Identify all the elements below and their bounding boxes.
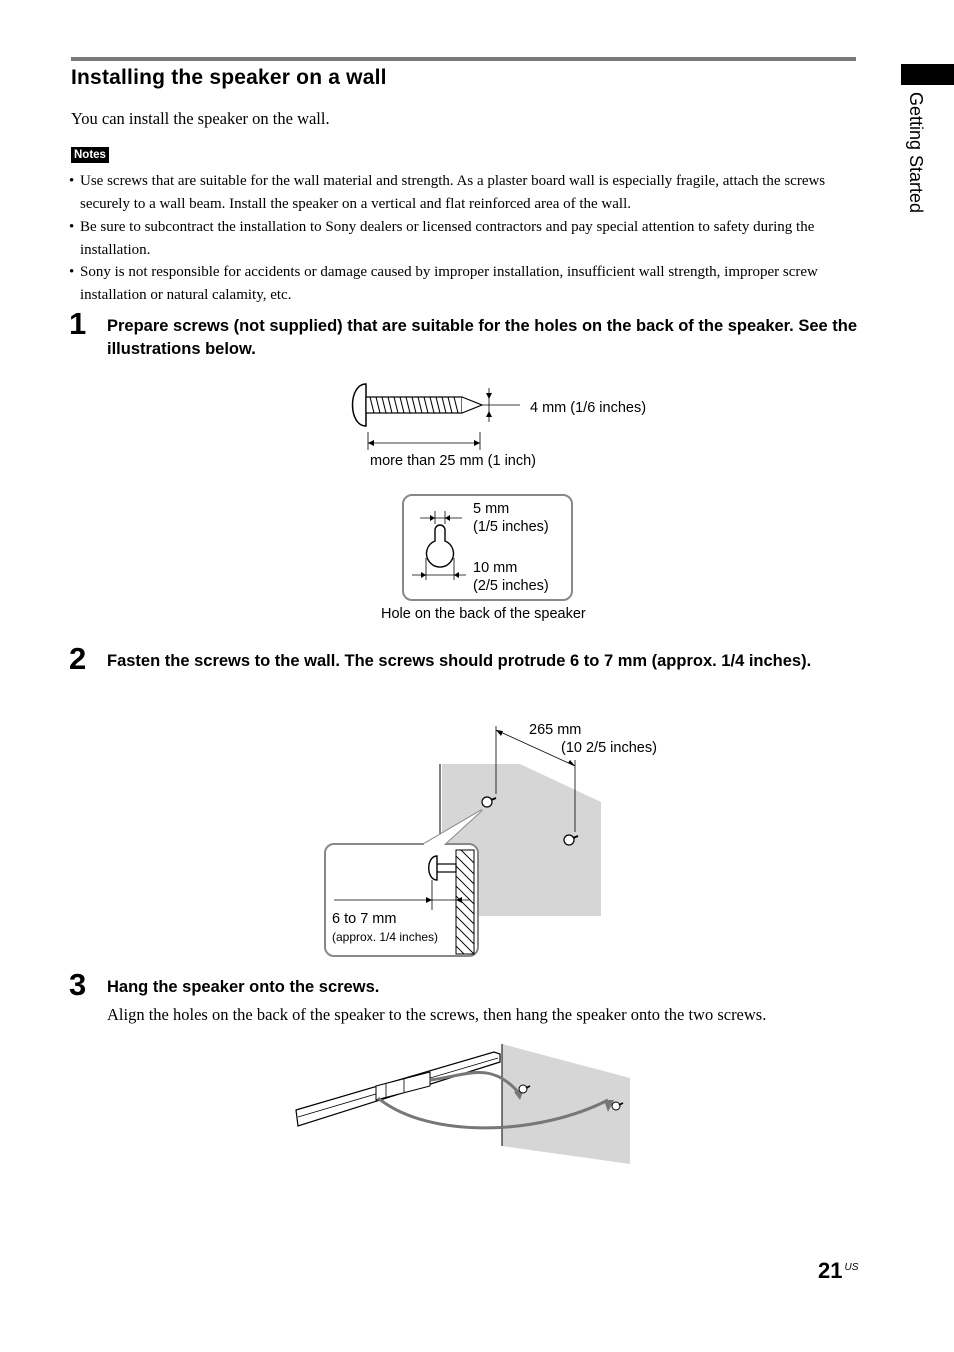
note-text: Be sure to subcontract the installation to Sony dealers or licensed contractors and pay special attention to safety during the installation. <box>80 219 815 258</box>
note-text: Sony is not responsible for accidents or damage caused by improper installation, insufficient wall strength, improper screw installation or natural calamity, etc. <box>80 264 818 303</box>
step-title: Prepare screws (not supplied) that are suitable for the holes on the back of the speaker. See the illustrations below. <box>107 317 858 358</box>
step-body: Align the holes on the back of the speaker to the screws, then hang the speaker onto the two screws. <box>107 1005 767 1024</box>
screw-illustration <box>340 380 540 450</box>
hang-speaker-illustration <box>290 1040 635 1170</box>
note-item <box>69 216 859 261</box>
hole-width-mm: 5 mm <box>473 501 510 517</box>
step-title: Fasten the screws to the wall. The screws should protrude 6 to 7 mm (approx. 1/4 inches). <box>107 652 812 670</box>
note-item <box>69 261 859 306</box>
page-number-value: 21 <box>818 1258 843 1283</box>
intro-text: You can install the speaker on the wall. <box>71 109 330 128</box>
note-item <box>69 170 859 215</box>
section-tab-marker <box>901 64 954 85</box>
step-number: 3 <box>69 967 87 1002</box>
screw-length-label: more than 25 mm (1 inch) <box>370 453 537 469</box>
protrude-in: (approx. 1/4 inches) <box>332 930 439 944</box>
screw-spacing-mm: 265 mm <box>529 722 582 738</box>
page-number <box>818 1258 858 1284</box>
page-number-suffix: US <box>844 1262 859 1273</box>
top-rule <box>71 57 856 61</box>
bullet: • <box>69 264 75 280</box>
section-tab-text: Getting Started <box>906 92 926 214</box>
step-number: 1 <box>69 306 87 341</box>
notes-badge: Notes <box>71 147 109 163</box>
screw-diameter-label: 4 mm (1/6 inches) <box>530 400 647 416</box>
protrude-mm: 6 to 7 mm <box>332 911 397 927</box>
bullet: • <box>69 173 75 189</box>
step-title: Hang the speaker onto the screws. <box>107 978 380 996</box>
hole-head-mm: 10 mm <box>473 560 518 576</box>
note-text: Use screws that are suitable for the wall material and strength. As a plaster board wall is especially fragile, attach the screws securely to a wall beam. Install the speaker on a vertical and flat reinforced area of the wall. <box>80 173 826 212</box>
hole-caption: Hole on the back of the speaker <box>381 606 586 622</box>
section-title: Installing the speaker on a wall <box>71 66 387 89</box>
hole-width-in: (1/5 inches) <box>473 519 549 535</box>
hole-head-in: (2/5 inches) <box>473 578 549 594</box>
bullet: • <box>69 219 75 235</box>
section-tab-label <box>902 92 932 252</box>
step-number: 2 <box>69 641 87 676</box>
screw-spacing-in: (10 2/5 inches) <box>561 740 657 756</box>
